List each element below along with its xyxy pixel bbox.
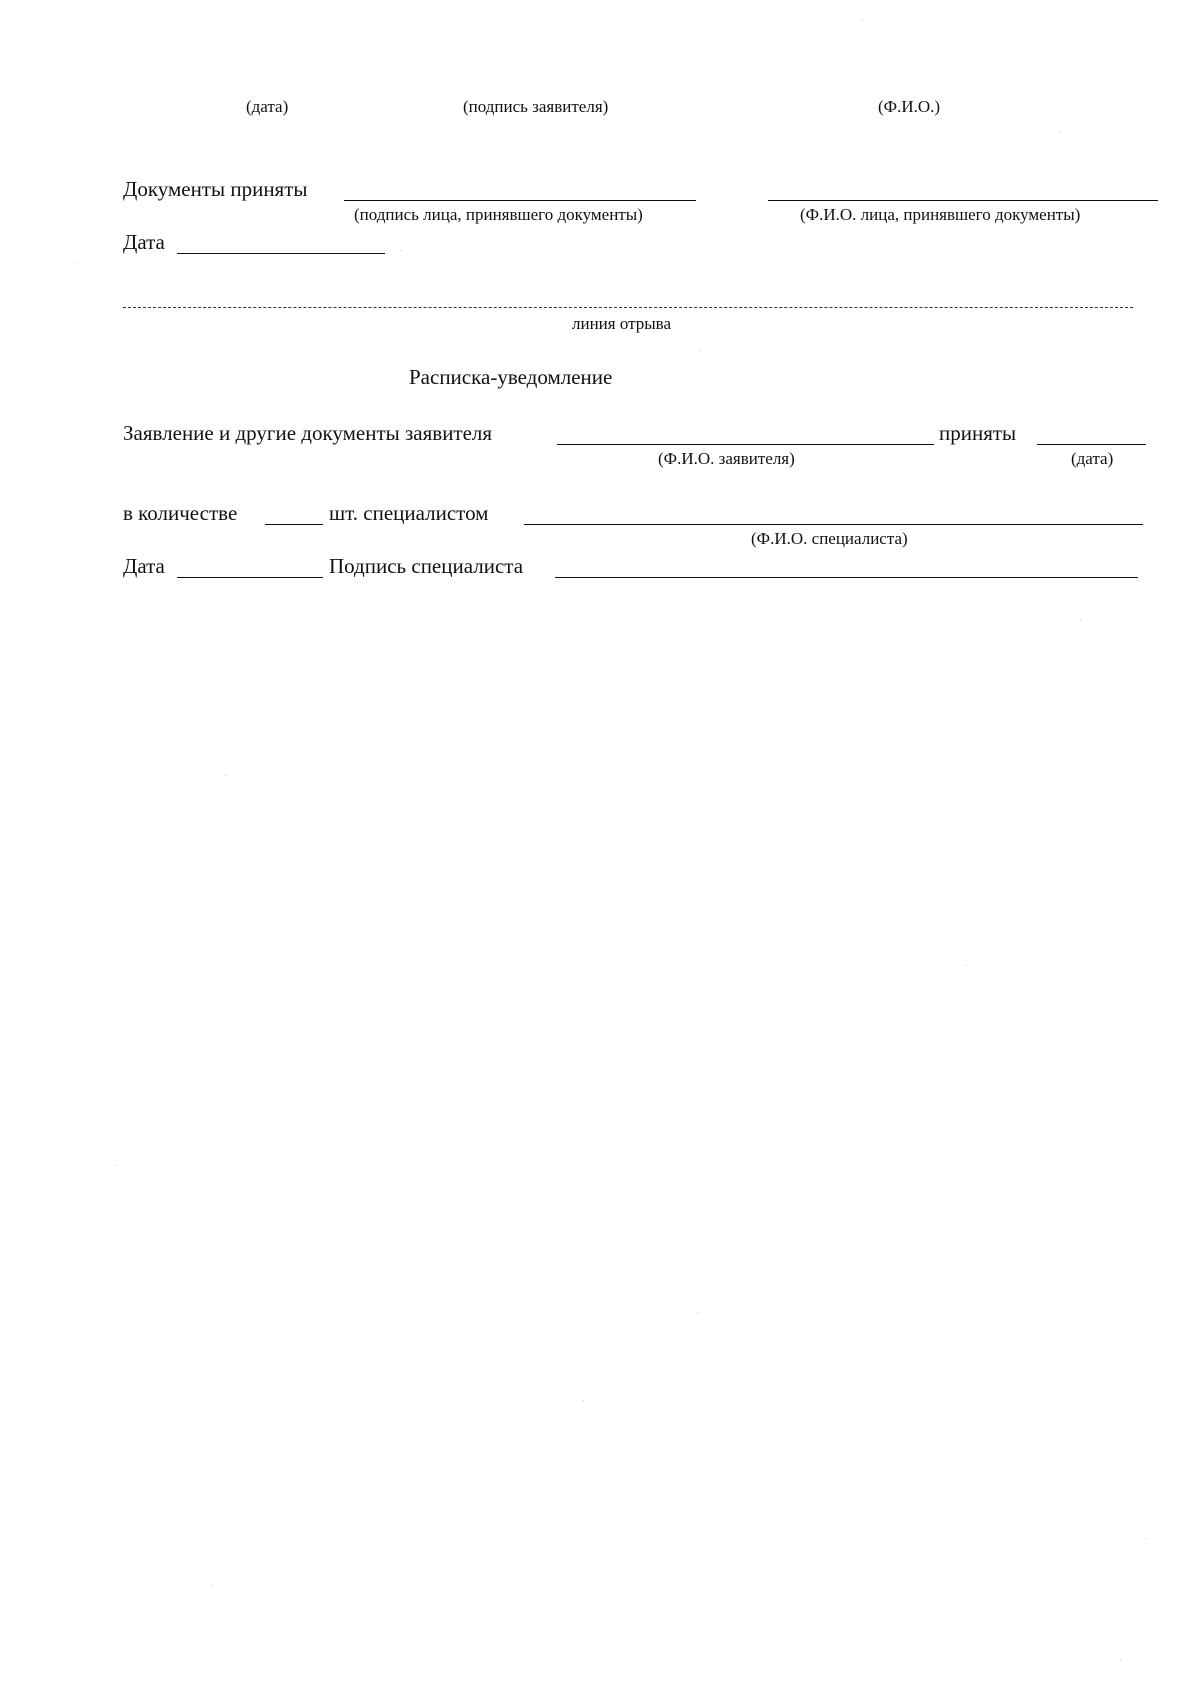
- applicant-name-caption-receipt: (Ф.И.О. заявителя): [658, 449, 795, 468]
- scan-speck: [1146, 1538, 1147, 1539]
- specialist-name-field[interactable]: [524, 524, 1143, 525]
- documents-accepted-label: Документы приняты: [123, 177, 308, 201]
- specialist-signature-label: Подпись специалиста: [329, 554, 524, 578]
- tear-line: [123, 307, 1133, 308]
- acceptor-signature-field[interactable]: [344, 200, 696, 201]
- scan-speck: [1120, 1660, 1121, 1661]
- scan-speck: [583, 1400, 584, 1401]
- specialist-name-caption: (Ф.И.О. специалиста): [751, 529, 908, 548]
- scan-speck: [1080, 620, 1081, 621]
- scan-speck: [212, 1585, 213, 1586]
- acceptor-name-field[interactable]: [768, 200, 1158, 201]
- receipt-date-label: Дата: [123, 554, 165, 578]
- scan-speck: [698, 1312, 699, 1313]
- scan-speck: [862, 20, 863, 21]
- acceptance-date-field[interactable]: [177, 253, 385, 254]
- tear-line-caption: линия отрыва: [572, 314, 672, 333]
- receipt-title: Расписка-уведомление: [409, 365, 613, 389]
- quantity-field[interactable]: [265, 524, 323, 525]
- receipt-date-field[interactable]: [177, 577, 323, 578]
- pieces-specialist-label: шт. специалистом: [329, 501, 489, 525]
- quantity-label: в количестве: [123, 501, 238, 525]
- receipt-date-caption: (дата): [1071, 449, 1114, 468]
- scan-speck: [700, 350, 701, 351]
- scan-speck: [115, 1165, 116, 1166]
- acceptance-date-label: Дата: [123, 230, 165, 254]
- statement-label: Заявление и другие документы заявителя: [123, 421, 493, 445]
- specialist-signature-field[interactable]: [555, 577, 1138, 578]
- acceptor-name-caption: (Ф.И.О. лица, принявшего документы): [800, 205, 1081, 224]
- scan-speck: [74, 262, 75, 263]
- acceptor-signature-caption: (подпись лица, принявшего документы): [354, 205, 643, 224]
- date-caption: (дата): [246, 97, 289, 116]
- scan-speck: [966, 965, 967, 966]
- scan-speck: [225, 775, 226, 776]
- accepted-label: приняты: [939, 421, 1017, 445]
- scan-speck: [1060, 132, 1061, 133]
- applicant-signature-caption: (подпись заявителя): [463, 97, 609, 116]
- scan-speck: [400, 250, 401, 251]
- applicant-name-caption: (Ф.И.О.): [878, 97, 941, 116]
- applicant-name-field[interactable]: [557, 444, 934, 445]
- receipt-accepted-date-field[interactable]: [1037, 444, 1146, 445]
